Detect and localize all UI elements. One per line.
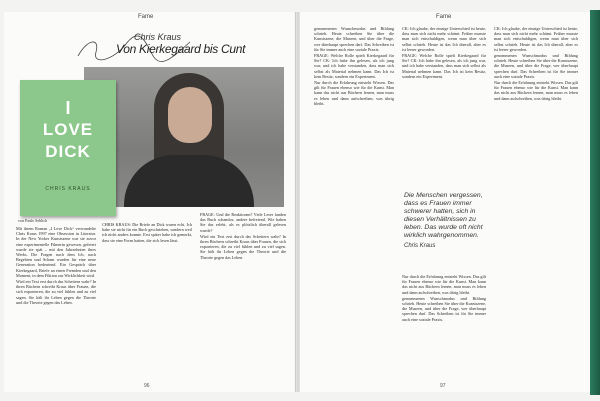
running-head-left: Fame <box>138 14 154 20</box>
pull-quote <box>404 192 494 250</box>
photo-caption: von Paulo Seblich <box>18 218 48 223</box>
right-column-2-bottom <box>402 274 486 382</box>
pull-quote-author: Chris Kraus <box>404 243 436 249</box>
left-column-2 <box>102 222 192 382</box>
page-number-right: 97 <box>440 383 446 389</box>
paragraph: genommenen Wunschmodus und Bildung schrieb. Heute schreiben Sie über die Kunstszene, die Museen, und über die Frage, wer überhaupt sprechen darf. Das Schreiben ist für Sie immer auch eine soziale Praxis. <box>494 53 578 79</box>
left-page <box>4 12 296 392</box>
paragraph: FRAGE: Welche Rolle spielt Kierkegaard für Sie? CK: Ich habe ihn gelesen, als ich jung war, und ich habe verstanden, dass man sich selbst als Material nehmen kann. Das Ich ist kein Besitz, sondern ein Experiment. <box>402 53 486 79</box>
paragraph: FRAGE: Welche Rolle spielt Kierkegaard für Sie? CK: Ich habe ihn gelesen, als ich jung war, und ich habe verstanden, dass man sich selbst als Material nehmen kann. Das Ich ist kein Besitz, sondern ein Experiment. <box>314 53 394 79</box>
right-page <box>300 12 590 392</box>
paragraph: Nur durch die Erfahrung entsteht Wissen. Das gilt für Frauen ebenso wie für die Kunst. Man kann das nicht aus Büchern lernen, man muss es leben und dann aufschreiben, was übrig bleibt. <box>314 80 394 106</box>
book-cover <box>20 80 116 216</box>
paragraph: Wird ein Text erst durch das Scheitern wahr? In ihren Büchern schreibt Kraus über Frauen, die sich exponieren, die zu viel fühlen und zu viel sagen. Sie hält ihr Leben gegen die Theorie und die Theorie gegen das Leben. <box>16 279 96 305</box>
paragraph: CK: Ich glaube, der einzige Unterschied ist heute, dass man sich nicht mehr schämt. Früher musste man sich entschuldigen, wenn man über sich selbst schrieb. Heute ist das Ich überall, aber es ist leerer geworden. <box>402 26 486 52</box>
cover-edge <box>590 10 600 395</box>
paragraph: genommenen Wunschmodus und Bildung schrieb. Heute schreiben Sie über die Kunstszene, die Museen, und über die Frage, wer überhaupt sprechen darf. Das Schreiben ist für Sie immer auch eine soziale Praxis. <box>314 26 394 52</box>
paragraph: FRAGE: Und die Reaktionen? Viele Leser fanden das Buch schamlos, andere befreiend. Wie haben Sie das erlebt, als es plötzlich überall gelesen wurde? <box>200 212 286 233</box>
paragraph: CK: Ich glaube, der einzige Unterschied ist heute, dass man sich nicht mehr schämt. Früher musste man sich entschuldigen, wenn man über sich selbst schrieb. Heute ist das Ich überall, aber es ist leerer geworden. <box>494 26 578 52</box>
book-title-line-1: I <box>65 98 71 118</box>
right-column-2-top <box>402 26 486 176</box>
paragraph: Mit ihrem Roman „I Love Dick“ verwandelte Chris Kraus 1997 eine Obsession in Literatur. In der New Yorker Kunstszene war sie zuvor eine experimentelle Filmerin gewesen, gefeiert wurde sie spät – mit den Jahrzehnten ihres Werks. Die Fragen nach dem Ich, nach Begehren und Scham wurden für eine neue Generation bedeutend. Ein Gespräch über Kierkegaard, Briefe an einen Fremden und den Moment, in dem Fiktion zur Wirklichkeit wird. <box>16 226 96 278</box>
paragraph: Nur durch die Erfahrung entsteht Wissen. Das gilt für Frauen ebenso wie für die Kunst. Man kann das nicht aus Büchern lernen, man muss es leben und dann aufschreiben, was übrig bleibt. <box>402 274 486 295</box>
paragraph: Nur durch die Erfahrung entsteht Wissen. Das gilt für Frauen ebenso wie für die Kunst. Man kann das nicht aus Büchern lernen, man muss es leben und dann aufschreiben, was übrig bleibt. <box>494 80 578 101</box>
book-title-line-3: DICK <box>45 142 91 161</box>
left-column-1 <box>16 226 96 382</box>
pull-quote-text: Die Menschen vergessen, dass es Frauen immer schwerer hatten, sich in diesen Verhältnissen zu leben. Das wurde oft nicht wirklich wahrgenommen. <box>404 192 483 239</box>
right-column-1 <box>314 26 394 382</box>
paragraph: Wird ein Text erst durch das Scheitern wahr? In ihren Büchern schreibt Kraus über Frauen, die sich exponieren, die zu viel fühlen und zu viel sagen. Sie hält ihr Leben gegen die Theorie und die Theorie gegen das Leben. <box>200 233 286 260</box>
paragraph: CHRIS KRAUS: Die Briefe an Dick waren echt. Ich habe sie nicht für ein Buch geschrieben, sondern weil ich nicht anders konnte. Erst später habe ich gemerkt, dass sie eine Form hatten, die sich lesen lässt. <box>102 222 192 243</box>
running-head-right: Fame <box>436 14 452 20</box>
paragraph: genommenen Wunschmodus und Bildung schrieb. Heute schreiben Sie über die Kunstszene, die Museen, und über die Frage, wer überhaupt sprechen darf. Das Schreiben ist für Sie immer auch eine soziale Praxis. <box>402 295 486 322</box>
right-column-3 <box>494 26 578 382</box>
article-author-label: Chris Kraus <box>134 32 182 42</box>
left-column-3 <box>200 212 286 382</box>
article-title: Von Kierkegaard bis Cunt <box>116 42 246 56</box>
book-author: CHRIS KRAUS <box>45 186 91 192</box>
page-number-left: 96 <box>144 383 150 389</box>
book-title-line-2: LOVE <box>42 120 94 139</box>
